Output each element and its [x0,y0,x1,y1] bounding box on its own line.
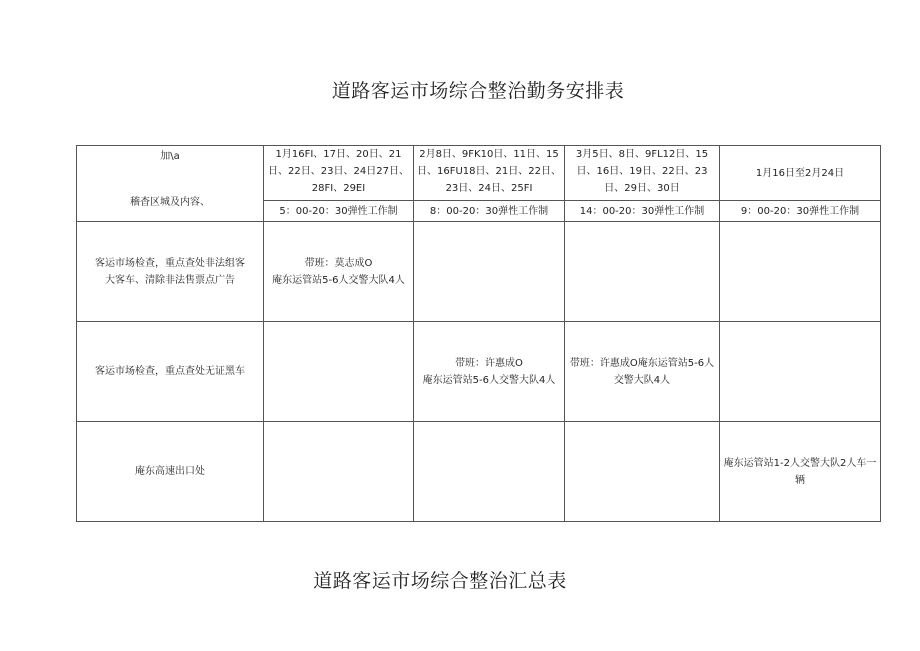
column-dates-3: 3月5日、8日、9FL12日、15日、16日、19日、22日、23日、29日、30日 [565,146,720,201]
table-cell [720,322,881,422]
table-cell [264,422,414,522]
table-cell [565,222,720,322]
corner-bottom-label: 稽杳区城及内容、 [130,197,210,208]
table-corner-cell [77,146,264,222]
column-dates-2: 2月8日、9FK10日、11日、15日、16FU18日、21日、22日、23日、24日、25FI [414,146,565,201]
corner-top-label: 加\a [160,151,180,162]
row-label: 客运市场检查，重点查处无证黑车 [77,322,264,422]
table-row [77,422,881,522]
row-label: 客运市场检查，重点查处非法组客大客车、清除非法售票点广告 [77,222,264,322]
page-title: 道路客运市场综合整治勤务安排表 [331,80,625,102]
table-row [77,222,881,322]
column-dates-4: 1月16日至2月24日 [720,146,881,201]
duty-schedule-table [76,145,881,522]
column-time-1: 5：00-20：30弹性工作制 [264,201,414,222]
column-dates-1: 1月16FI、17日、20日、21日、22日、23日、24日27日、28FI、29EI [264,146,414,201]
table-cell [264,322,414,422]
table-cell [414,422,565,522]
table-cell: 带班：许惠成O 庵东运管站5-6人交警大队4人 [414,322,565,422]
row-label: 庵东高速出口处 [77,422,264,522]
column-time-4: 9：00-20：30弹性工作制 [720,201,881,222]
table-row [77,322,881,422]
table-cell: 带班：许惠成O庵东运管站5-6人交警大队4人 [565,322,720,422]
table-cell [414,222,565,322]
summary-title: 道路客运市场综合整治汇总表 [313,570,567,592]
table-cell: 带班：莫志成O 庵东运管站5-6人交警大队4人 [264,222,414,322]
column-time-2: 8：00-20：30弹性工作制 [414,201,565,222]
column-time-3: 14：00-20：30弹性工作制 [565,201,720,222]
table-cell: 庵东运管站1-2人交警大队2人车一辆 [720,422,881,522]
table-cell [565,422,720,522]
table-cell [720,222,881,322]
